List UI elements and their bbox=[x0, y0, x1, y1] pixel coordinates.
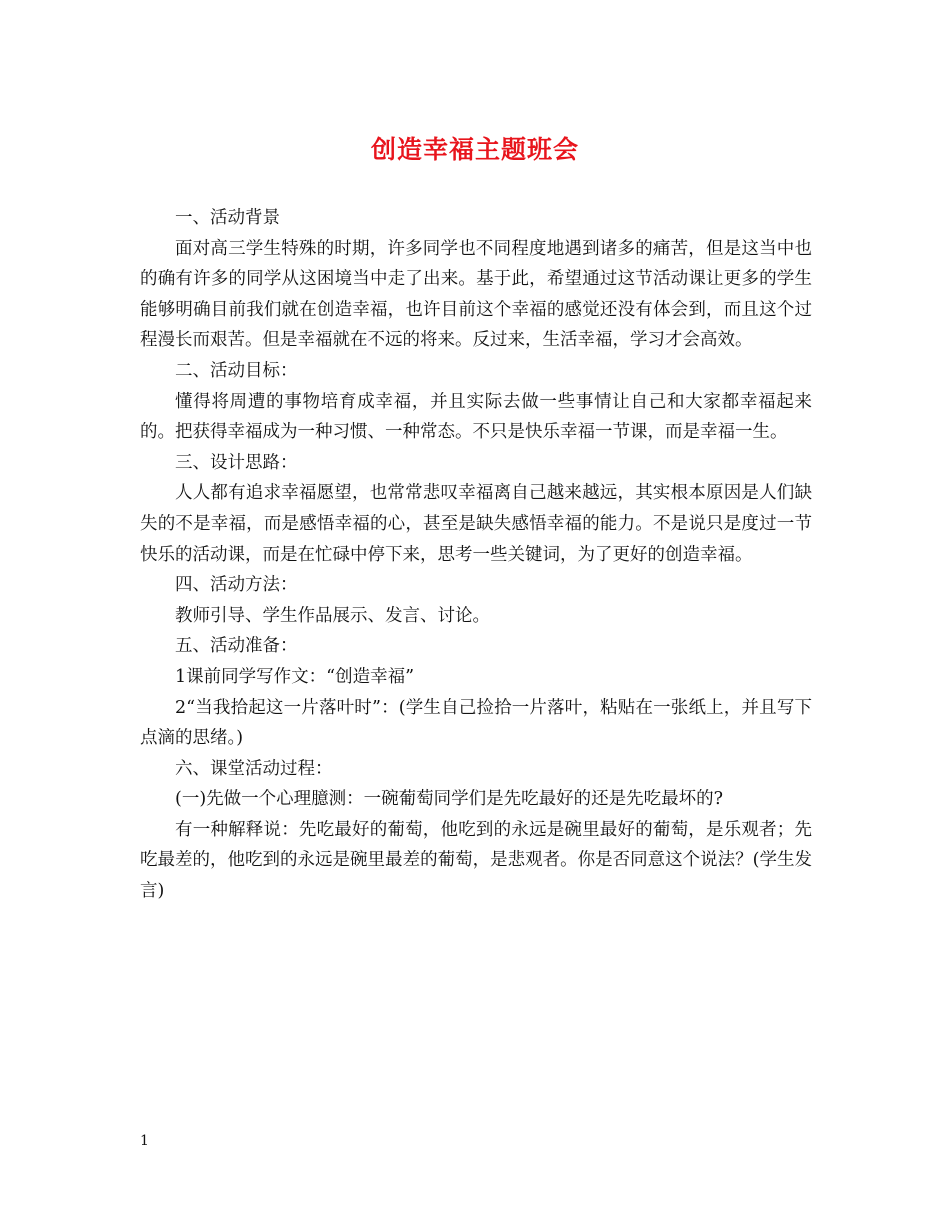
paragraph: (一)先做一个心理臆测：一碗葡萄同学们是先吃最好的还是先吃最坏的? bbox=[175, 789, 724, 810]
section-heading: 三、设计思路： bbox=[175, 452, 298, 473]
list-item: 1课前同学写作文：“创造幸福” bbox=[175, 666, 415, 687]
paragraph: 懂得将周遭的事物培育成幸福，并且实际去做一些事情让自己和大家都幸福起来的。把获得幸福成为一种习惯、一种常态。不只是快乐幸福一节课，而是幸福一生。 bbox=[140, 391, 812, 443]
page-number: 1 bbox=[140, 1133, 149, 1149]
section-heading: 四、活动方法： bbox=[175, 575, 298, 596]
section-heading: 一、活动背景 bbox=[175, 208, 280, 228]
section-heading: 六、课堂活动过程： bbox=[175, 758, 333, 779]
list-item: 2“当我拾起这一片落叶时”：(学生自己捡拾一片落叶，粘贴在一张纸上，并且写下点滴的思绪。) bbox=[140, 697, 812, 749]
section-heading: 二、活动目标： bbox=[175, 360, 298, 381]
paragraph: 面对高三学生特殊的时期，许多同学也不同程度地遇到诸多的痛苦，但是这当中也的确有许多的同学从这困境当中走了出来。基于此，希望通过这节活动课让更多的学生能够明确目前我们就在创造幸福，也许目前这个幸福的感觉还没有体会到，而且这个过程漫长而艰苦。但是幸福就在不远的将来。反过来，生活幸福，学习才会高效。 bbox=[140, 238, 812, 351]
document-title: 创造幸福主题班会 bbox=[370, 135, 579, 164]
document-body bbox=[140, 203, 812, 907]
paragraph: 有一种解释说：先吃最好的葡萄，他吃到的永远是碗里最好的葡萄，是乐观者；先吃最差的，他吃到的永远是碗里最差的葡萄，是悲观者。你是否同意这个说法？(学生发言) bbox=[140, 819, 812, 902]
section-heading: 五、活动准备： bbox=[175, 636, 298, 657]
paragraph: 教师引导、学生作品展示、发言、讨论。 bbox=[175, 605, 490, 626]
paragraph: 人人都有追求幸福愿望，也常常悲叹幸福离自己越来越远，其实根本原因是人们缺失的不是幸福，而是感悟幸福的心，甚至是缺失感悟幸福的能力。不是说只是度过一节快乐的活动课，而是在忙碌中停下来，思考一些关键词，为了更好的创造幸福。 bbox=[140, 483, 812, 565]
